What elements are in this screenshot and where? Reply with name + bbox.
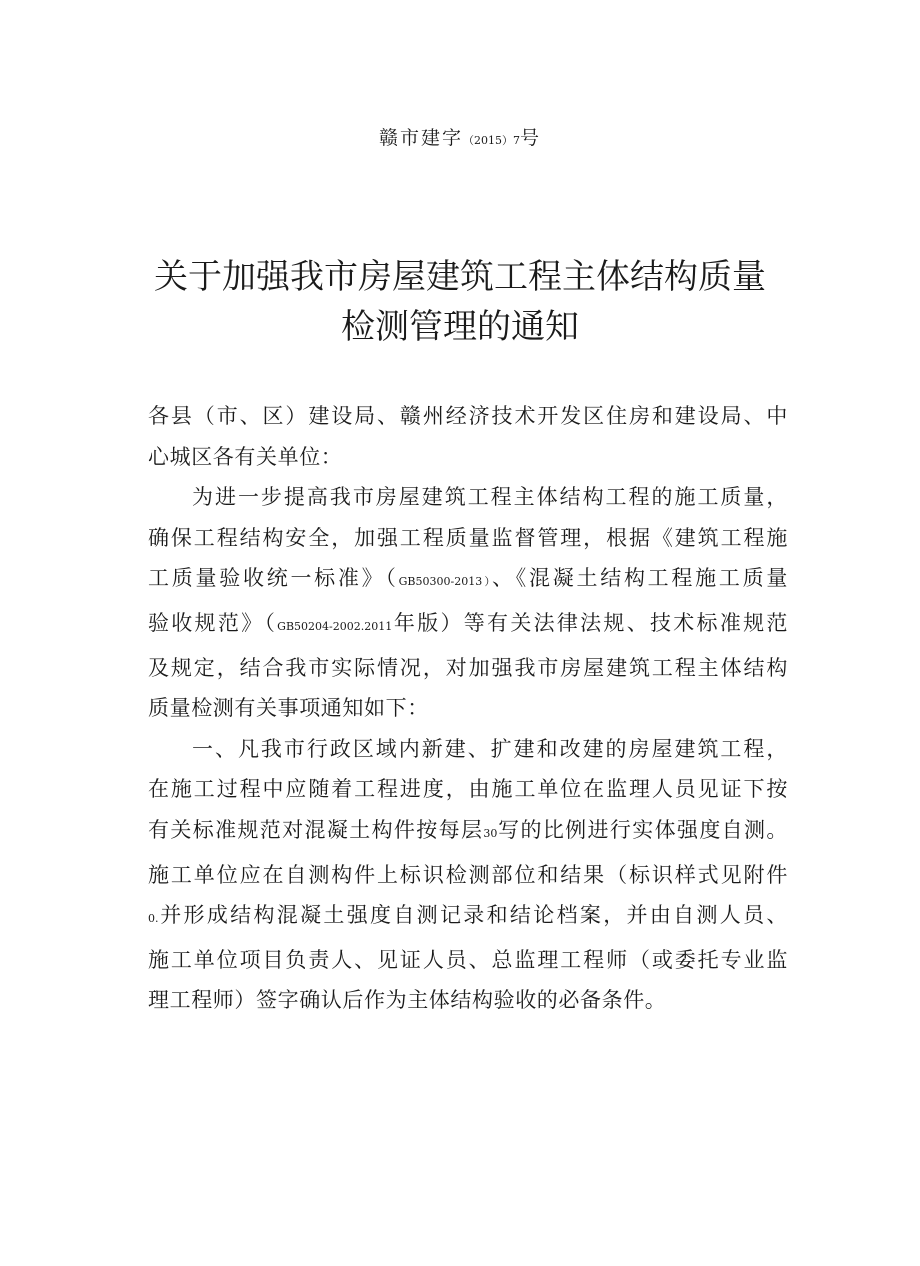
text-run: 有关标准规范对混凝土构件按每层 bbox=[148, 817, 484, 842]
text-run: 写的比例进行实体强度自测。 bbox=[497, 817, 788, 842]
document-title-line-1: 关于加强我市房屋建筑工程主体结构质量 bbox=[154, 257, 766, 297]
doc-number-suffix: 号 bbox=[520, 127, 542, 149]
paragraph-line: 施工单位应在自测构件上标识检测部位和结果（标识样式见附件 bbox=[148, 862, 788, 887]
salutation bbox=[148, 396, 788, 477]
paragraph-line bbox=[148, 558, 788, 603]
document-title-line-2: 检测管理的通知 bbox=[341, 307, 579, 347]
paragraph-line: 为进一步提高我市房屋建筑工程主体结构工程的施工质量， bbox=[192, 485, 788, 510]
text-run: 、《混凝土结构工程施工质量 bbox=[492, 566, 788, 591]
document-number bbox=[0, 124, 920, 155]
paragraph-line bbox=[148, 810, 788, 855]
paragraph-line: 确保工程结构安全，加强工程质量监督管理，根据《建筑工程施 bbox=[148, 525, 788, 550]
text-run: 工质量验收统一标准》（ bbox=[148, 566, 399, 591]
text-run: 年版）等有关法律法规、技术标准规范 bbox=[392, 610, 788, 635]
standard-code: GB50204-2002.2011 bbox=[277, 619, 393, 633]
paragraph-line: 质量检测有关事项通知如下： bbox=[148, 696, 429, 721]
standard-code: GB50300-2013） bbox=[398, 575, 492, 589]
paragraph-line: 及规定，结合我市实际情况，对加强我市房屋建筑工程主体结构 bbox=[148, 655, 788, 680]
attachment-ref: 0. bbox=[148, 912, 159, 926]
doc-number-year: （2015） bbox=[463, 134, 513, 147]
doc-number-prefix: 赣市建字 bbox=[378, 127, 463, 149]
text-run: 并形成结构混凝土强度自测记录和结论档案，并由自测人员、 bbox=[158, 903, 788, 928]
text-run: 验收规范》（ bbox=[148, 610, 278, 635]
paragraph-line bbox=[148, 895, 788, 940]
salutation-line: 各县（市、区）建设局、赣州经济技术开发区住房和建设局、中 bbox=[148, 404, 788, 428]
paragraph-intro bbox=[148, 477, 788, 729]
percentage-value: 30 bbox=[483, 826, 498, 840]
paragraph-line bbox=[148, 603, 788, 648]
paragraph-line: 理工程师）签字确认后作为主体结构验收的必备条件。 bbox=[148, 988, 667, 1013]
paragraph-line: 在施工过程中应随着工程进度，由施工单位在监理人员见证下按 bbox=[148, 777, 788, 802]
paragraph-item-1 bbox=[148, 729, 788, 1021]
salutation-line: 心城区各有关单位： bbox=[148, 444, 343, 469]
doc-number-num: 7 bbox=[513, 134, 520, 147]
document-body bbox=[148, 396, 788, 1021]
paragraph-line: 一、凡我市行政区域内新建、扩建和改建的房屋建筑工程， bbox=[192, 736, 788, 761]
paragraph-line: 施工单位项目负责人、见证人员、总监理工程师（或委托专业监 bbox=[148, 947, 788, 972]
